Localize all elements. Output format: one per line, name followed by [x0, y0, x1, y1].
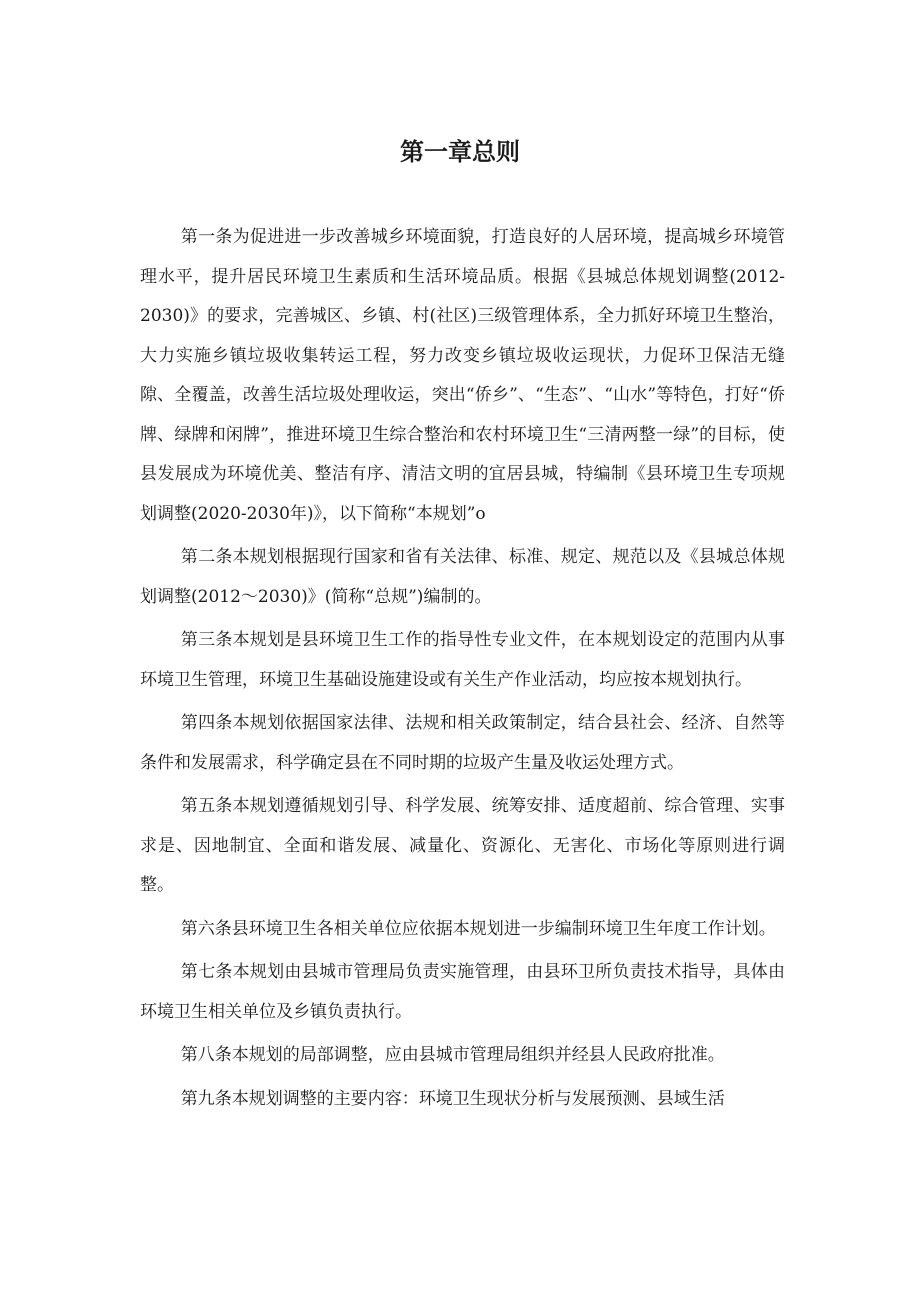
document-body	[140, 218, 785, 1123]
article-3: 第三条本规划是县环境卫生工作的指导性专业文件，在本规划设定的范围内从事环境卫生管理，环境卫生基础设施建设或有关生产作业活动，均应按本规划执行。	[140, 630, 785, 690]
chapter-title: 第一章总则	[400, 138, 520, 166]
article-8: 第八条本规划的局部调整，应由县城市管理局组织并经县人民政府批准。	[180, 1045, 725, 1065]
article-6: 第六条县环境卫生各相关单位应依据本规划进一步编制环境卫生年度工作计划。	[180, 918, 776, 939]
article-1: 第一条为促进进一步改善城乡环境面貌，打造良好的人居环境，提高城乡环境管理水平，提升居民环境卫生素质和生活环境品质。根据《县城总体规划调整(2012-2030)》的要求，完善城区、乡镇、村(社区)三级管理体系，全力抓好环境卫生整治，大力实施乡镇垃圾收集转运工程，努力改变乡镇垃圾收运现状，力促环卫保洁无缝隙、全覆盖，改善生活垃圾处理收运，突出“侨乡”、“生态”、“山水”等特色，打好“侨牌、绿牌和闲牌”，推进环境卫生综合整治和农村环境卫生“三清两整一绿”的目标，使县发展成为环境优美、整洁有序、清洁文明的宜居县城，特编制《县环境卫生专项规划调整(2020-2030年)》，以下简称“本规划”o	[140, 227, 785, 524]
article-2: 第二条本规划根据现行国家和省有关法律、标准、规定、规范以及《县城总体规划调整(2012～2030)》(简称“总规”)编制的。	[140, 547, 785, 607]
article-4: 第四条本规划依据国家法律、法规和相关政策制定，结合县社会、经济、自然等条件和发展需求，科学确定县在不同时期的垃圾产生量及收运处理方式。	[140, 713, 785, 773]
article-7: 第七条本规划由县城市管理局负责实施管理，由县环卫所负责技术指导，具体由环境卫生相关单位及乡镇负责执行。	[140, 962, 785, 1022]
article-9: 第九条本规划调整的主要内容：环境卫生现状分析与发展预测、县域生活	[180, 1088, 725, 1109]
article-5: 第五条本规划遵循规划引导、科学发展、统筹安排、适度超前、综合管理、实事求是、因地制宜、全面和谐发展、减量化、资源化、无害化、市场化等原则进行调整。	[140, 796, 785, 895]
